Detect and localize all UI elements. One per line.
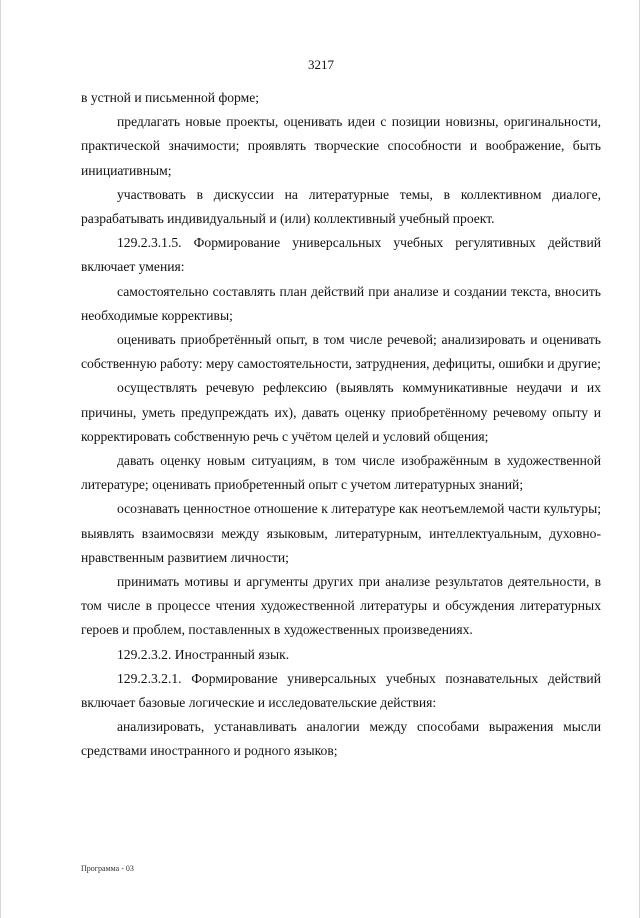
paragraph: принимать мотивы и аргументы других при анализе результатов деятельности, в том числе в процессе чтения художественной литературы и обсуждения литературных героев и проблем, поставленных в художественных произведениях. (81, 574, 601, 638)
paragraph: 129.2.3.1.5. Формирование универсальных учебных регулятивных действий включает умения: (81, 235, 601, 275)
document-body (81, 86, 601, 764)
paragraph: 129.2.3.2.1. Формирование универсальных учебных познавательных действий включает базовые логические и исследовательские действия: (81, 670, 601, 711)
section-heading: 129.2.3.2. Иностранный язык. (117, 646, 290, 662)
paragraph: предлагать новые проекты, оценивать идеи с позиции новизны, оригинальности, практической значимости; проявлять творческие способности и воображение, быть инициативным; (81, 114, 601, 178)
paragraph: осознавать ценностное отношение к литературе как неотъемлемой части культуры; выявлять взаимосвязи между языковым, литературным, интеллектуальным, духовно-нравственным развитием личности; (81, 501, 601, 565)
footer-note: Программа - 03 (81, 864, 134, 873)
paragraph: самостоятельно составлять план действий при анализе и создании текста, вносить необходимые коррективы; (81, 283, 601, 323)
paragraph: анализировать, устанавливать аналогии между способами выражения мысли средствами иностранного и родного языков; (81, 719, 601, 759)
paragraph: давать оценку новым ситуациям, в том числе изображённым в художественной литературе; оценивать приобретенный опыт с учетом литературных знаний; (81, 453, 601, 493)
paragraph: осуществлять речевую рефлексию (выявлять коммуникативные неудачи и их причины, уметь предупреждать их), давать оценку приобретённому речевому опыту и корректировать собственную речь с учётом целей и условий общения; (81, 380, 601, 444)
paragraph: в устной и письменной форме; (81, 90, 260, 105)
paragraph: участвовать в дискуссии на литературные темы, в коллективном диалоге, разрабатывать индивидуальный и (или) коллективный учебный проект. (81, 186, 601, 227)
paragraph: оценивать приобретённый опыт, в том числе речевой; анализировать и оценивать собственную работу: меру самостоятельности, затруднения, дефициты, ошибки и другие; (81, 332, 601, 372)
page-number: 3217 (308, 57, 334, 72)
